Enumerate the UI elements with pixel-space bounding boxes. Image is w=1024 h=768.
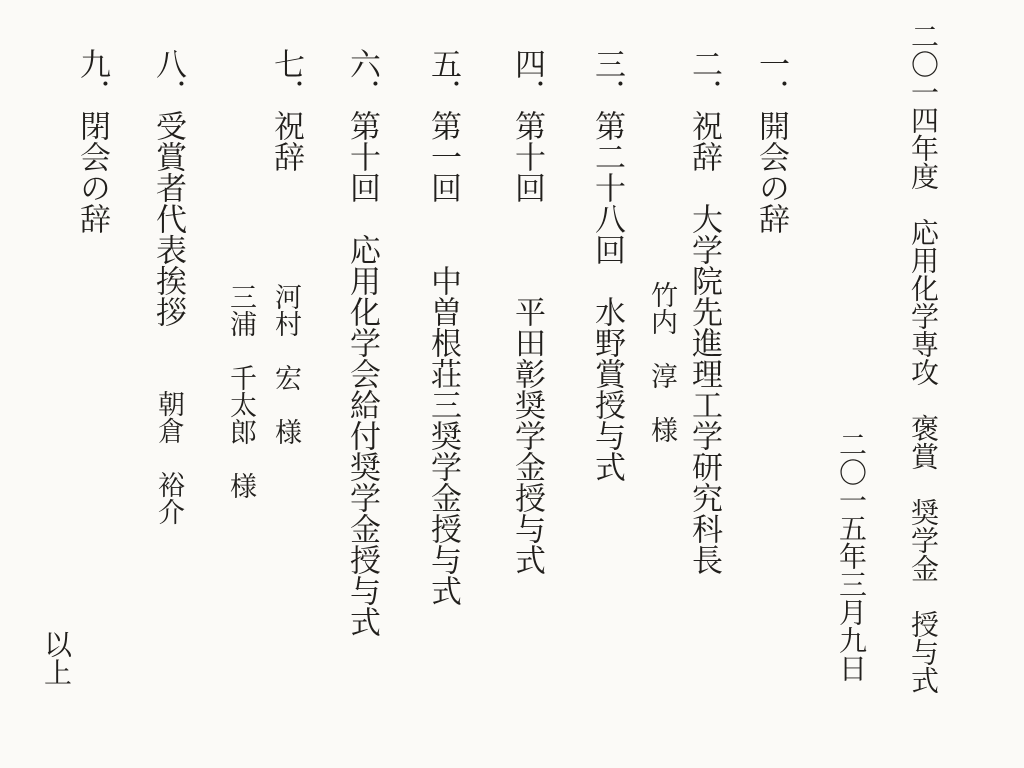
agenda-item-8-recipient-representative-greeting: 八．受賞者代表挨拶 [151,48,186,327]
agenda-item-7-speaker-name-2: 三浦 千太郎 様 [226,283,256,499]
agenda-item-4-hirata-scholarship: 四．第十回 平田彰奨学金授与式 [510,48,545,575]
agenda-item-7-congratulatory-address: 七．祝辞 [269,48,304,172]
agenda-item-8-representative-name: 朝倉 裕介 [154,390,184,525]
agenda-item-5-nakasone-scholarship: 五．第一回 中曽根荘三奨学金授与式 [426,48,461,606]
closing-mark: 以上 [40,630,71,686]
document-title: 二〇一四年度 応用化学専攻 褒賞 奨学金 授与式 [907,22,938,694]
agenda-item-2-congratulatory-address: 二．祝辞 大学院先進理工学研究科長 [687,48,722,575]
agenda-item-9-closing-remarks: 九．閉会の辞 [75,48,110,234]
event-date: 二〇一五年三月九日 [835,430,866,682]
agenda-item-1-opening-remarks: 一．開会の辞 [754,48,789,234]
agenda-item-7-speaker-name-1: 河村 宏 様 [271,283,301,445]
agenda-item-3-mizuno-award: 三．第二十八回 水野賞授与式 [590,48,625,482]
agenda-item-6-society-scholarship: 六．第十回 応用化学会給付奨学金授与式 [345,48,380,637]
agenda-item-2-speaker-name: 竹内 淳 様 [647,281,677,443]
